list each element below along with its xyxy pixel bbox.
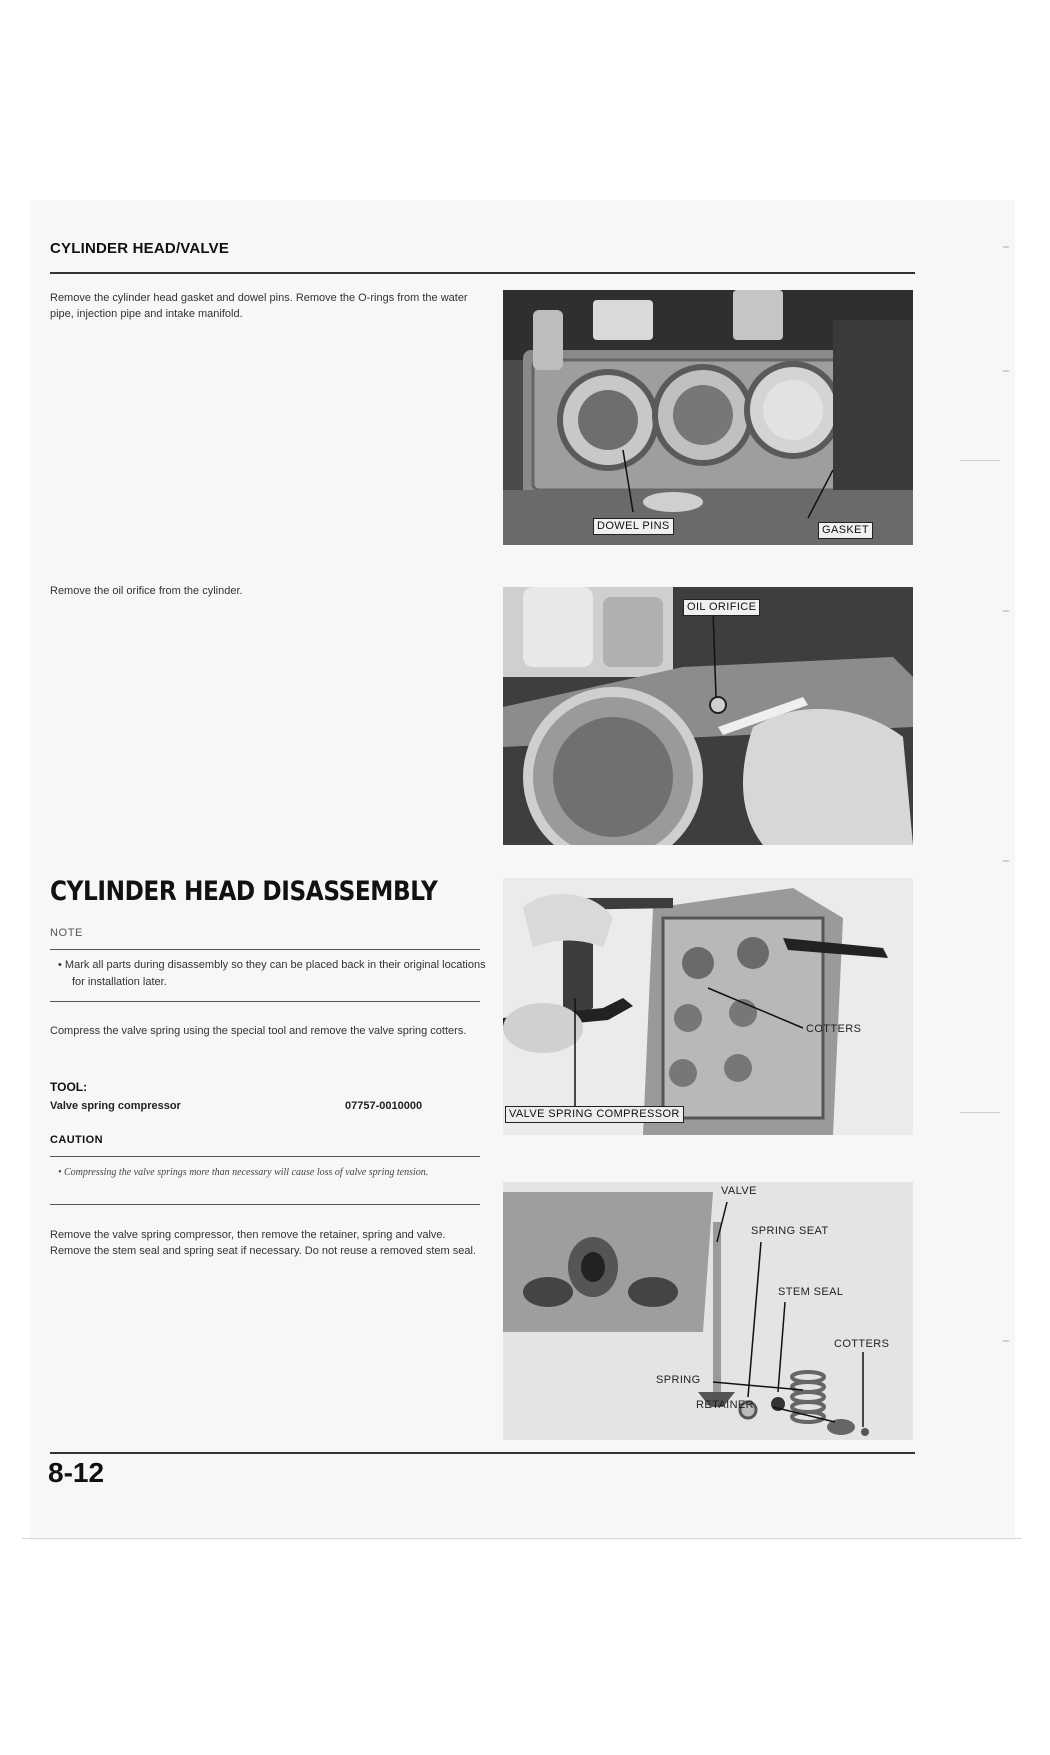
callout-dowel-pins: DOWEL PINS	[593, 518, 674, 535]
margin-mark	[1003, 1340, 1009, 1342]
margin-mark	[960, 1112, 1000, 1113]
note-bullet: • Mark all parts during disassembly so they can be placed back in their original locations for installation later.	[58, 959, 486, 988]
compressor-photo-illustration	[503, 878, 913, 1135]
step-remove-compressor: Remove the valve spring compressor, then remove the retainer, spring and valve. Remove the stem seal and spring seat if necessary. Do not reuse a removed stem seal.	[50, 1229, 476, 1257]
photo-oil-orifice	[503, 587, 913, 845]
header-rule	[50, 272, 915, 274]
photo-valve-components	[503, 1182, 913, 1440]
callout-spring-seat: SPRING SEAT	[751, 1225, 829, 1237]
caution-rule-bottom	[50, 1204, 480, 1205]
margin-mark	[1003, 370, 1009, 372]
step-remove-gasket: Remove the cylinder head gasket and dowel pins. Remove the O-rings from the water pipe, injection pipe and intake manifold.	[50, 292, 468, 320]
margin-mark	[1003, 246, 1009, 248]
caution-label: CAUTION	[50, 1134, 103, 1146]
photo-cylinder-gasket	[503, 290, 913, 545]
callout-retainer: RETAINER	[696, 1399, 755, 1411]
footer-rule	[50, 1452, 915, 1454]
callout-valve-spring-compressor: VALVE SPRING COMPRESSOR	[505, 1106, 684, 1123]
callout-cotters-parts: COTTERS	[834, 1338, 890, 1350]
oil-orifice-photo-illustration	[503, 587, 913, 845]
section-title: CYLINDER HEAD DISASSEMBLY	[50, 876, 438, 907]
callout-oil-orifice: OIL ORIFICE	[683, 599, 760, 616]
step-remove-oil-orifice: Remove the oil orifice from the cylinder.	[50, 585, 243, 597]
caution-bullet: • Compressing the valve springs more than necessary will cause loss of valve spring tension.	[58, 1167, 429, 1178]
header-title: CYLINDER HEAD/VALVE	[50, 240, 230, 257]
callout-spring: SPRING	[656, 1374, 701, 1386]
gasket-photo-illustration	[503, 290, 913, 545]
note-label: NOTE	[50, 927, 83, 939]
tool-label: TOOL:	[50, 1080, 88, 1094]
callout-stem-seal: STEM SEAL	[778, 1286, 844, 1298]
caution-bullet-text: Compressing the valve springs more than necessary will cause loss of valve spring tension.	[64, 1167, 429, 1178]
tool-name: Valve spring compressor	[50, 1100, 181, 1112]
note-bullet-text: Mark all parts during disassembly so they can be placed back in their original locations for installation later.	[64, 959, 486, 988]
note-rule-bottom	[50, 1001, 480, 1002]
page-edge	[22, 1538, 1022, 1539]
page-number: 8-12	[48, 1457, 105, 1488]
caution-rule-top	[50, 1156, 480, 1157]
callout-gasket: GASKET	[818, 522, 873, 539]
tool-number: 07757-0010000	[345, 1100, 423, 1112]
photo-valve-spring-compressor	[503, 878, 913, 1135]
margin-mark	[1003, 860, 1009, 862]
note-rule-top	[50, 949, 480, 950]
callout-cotters: COTTERS	[806, 1023, 862, 1035]
margin-mark	[1003, 610, 1009, 612]
step-compress-valve-spring: Compress the valve spring using the special tool and remove the valve spring cotters.	[50, 1025, 467, 1037]
margin-mark	[960, 460, 1000, 461]
callout-valve: VALVE	[721, 1185, 757, 1197]
